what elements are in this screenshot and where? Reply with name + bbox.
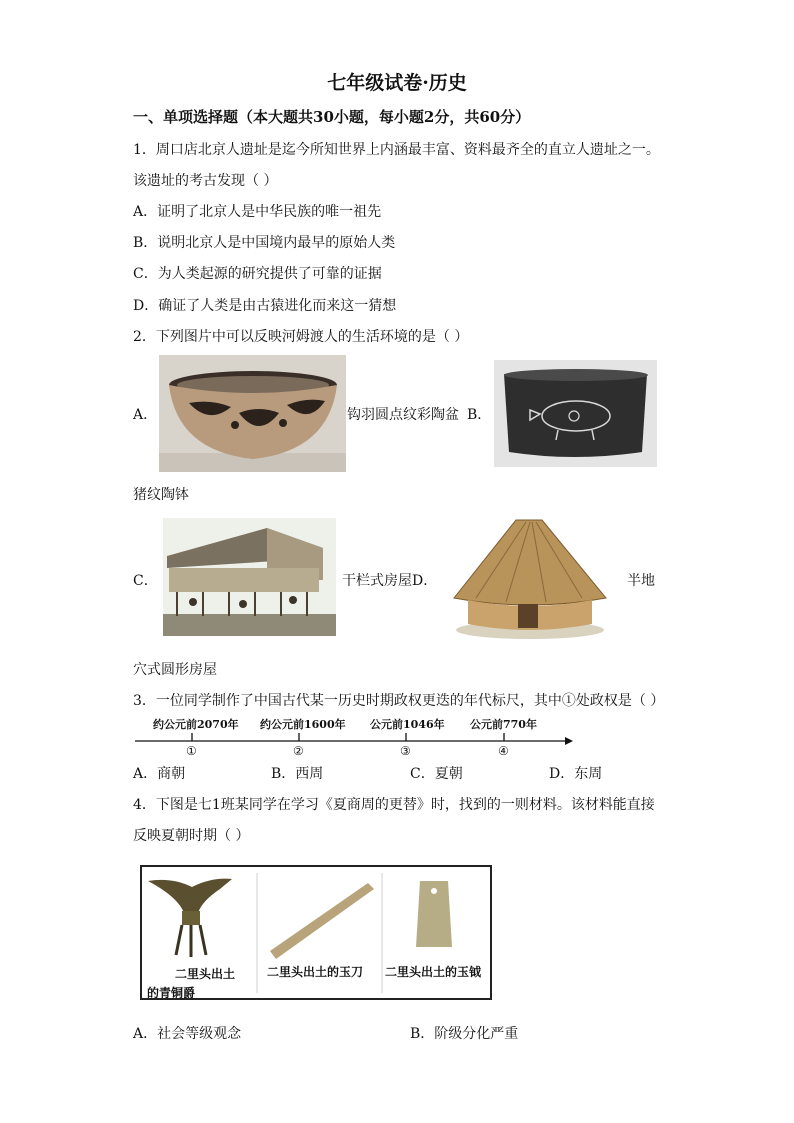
section-heading: 一、单项选择题（本大题共30小题，每小题2分，共60分）: [133, 108, 531, 126]
q2-option-a-label: A．: [133, 407, 158, 423]
q2-option-b-label: B．: [467, 407, 492, 423]
q4-stem-line1: 4．下图是七1班某同学在学习《夏商周的更替》时，找到的一则材料。该材料能直接: [133, 797, 655, 813]
q4-option-b: B．阶级分化严重: [410, 1026, 519, 1042]
q2-option-c-label: C．: [133, 573, 158, 589]
timeline-date-4: 公元前770年: [470, 718, 537, 731]
stilt-house-image: [163, 518, 336, 636]
caption-bronze-jue-line2: 的青铜爵: [147, 986, 196, 1000]
timeline-mark-1: ①: [186, 744, 197, 758]
q2-option-a-caption: 钩羽圆点纹彩陶盆: [347, 407, 459, 423]
caption-jade-yue: 二里头出土的玉钺: [385, 965, 482, 979]
page-title: 七年级试卷·历史: [327, 72, 467, 94]
q2-option-d-caption-1: 半地: [627, 573, 655, 589]
timeline-date-1: 约公元前2070年: [153, 718, 239, 731]
q3-stem: 3．一位同学制作了中国古代某一历史时期政权更迭的年代标尺，其中①处政权是（ ）: [133, 693, 665, 709]
round-semi-subterranean-house-image: [446, 516, 612, 644]
q3-option-a: A．商朝: [133, 766, 186, 782]
q2-option-d-caption-2: 穴式圆形房屋: [133, 662, 217, 678]
q2-stem: 2．下列图片中可以反映河姆渡人的生活环境的是（ ）: [133, 329, 469, 345]
q3-option-d: D．东周: [549, 766, 603, 782]
q1-stem-line2: 该遗址的考古发现（ ）: [133, 173, 278, 189]
q3-option-c: C．夏朝: [410, 766, 463, 782]
q4-option-a: A．社会等级观念: [133, 1026, 242, 1042]
caption-bronze-jue-line1: 二里头出土: [175, 967, 236, 981]
q1-option-c: C．为人类起源的研究提供了可靠的证据: [133, 266, 382, 282]
q1-option-b: B．说明北京人是中国境内最早的原始人类: [133, 235, 396, 251]
pig-pattern-bowl-image: [494, 360, 657, 467]
painted-pottery-basin-image: [159, 355, 346, 472]
timeline-mark-2: ②: [293, 744, 304, 758]
q2-option-b-caption: 猪纹陶钵: [133, 487, 189, 503]
timeline-mark-4: ④: [498, 744, 509, 758]
q3-option-b: B．西周: [271, 766, 324, 782]
timeline-mark-3: ③: [400, 744, 411, 758]
q1-option-d: D．确证了人类是由古猿进化而来这一猜想: [133, 298, 397, 314]
timeline-date-2: 约公元前1600年: [260, 718, 346, 731]
timeline-date-3: 公元前1046年: [370, 718, 445, 731]
q1-stem-line1: 1．周口店北京人遗址是迄今所知世界上内涵最丰富、资料最齐全的直立人遗址之一。: [133, 142, 660, 158]
caption-jade-knife: 二里头出土的玉刀: [267, 965, 364, 979]
q1-option-a: A．证明了北京人是中华民族的唯一祖先: [133, 204, 382, 220]
q2-option-c-caption: 干栏式房屋D．: [342, 573, 438, 589]
q4-stem-line2: 反映夏朝时期（ ）: [133, 828, 250, 844]
